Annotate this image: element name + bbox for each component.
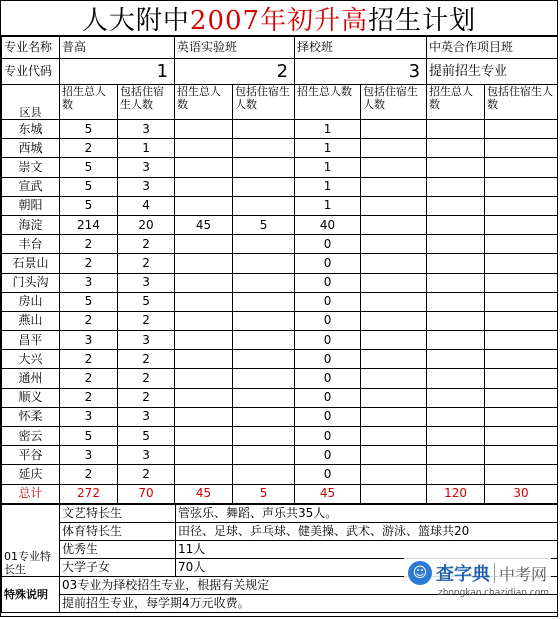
district-name: 东城 <box>2 120 60 139</box>
cell-value <box>485 177 558 196</box>
total-value: 120 <box>427 484 485 503</box>
cell-value: 1 <box>295 120 361 139</box>
table-row <box>2 311 558 330</box>
col-total-2: 招生总人数 <box>175 85 233 120</box>
total-value: 5 <box>233 484 295 503</box>
table-row <box>2 331 558 350</box>
cell-value <box>361 292 427 311</box>
cell-value <box>233 196 295 215</box>
cell-value <box>427 292 485 311</box>
cell-value <box>485 120 558 139</box>
watermark-site: 中考网 <box>498 564 547 584</box>
district-name: 门头沟 <box>2 273 60 292</box>
cell-value <box>485 215 558 234</box>
cell-value <box>485 235 558 254</box>
total-row <box>2 484 558 503</box>
major-name-label: 专业名称 <box>2 37 60 59</box>
cell-value <box>427 235 485 254</box>
table-row <box>2 407 558 426</box>
cell-value <box>175 254 233 273</box>
cell-value: 0 <box>295 465 361 484</box>
cell-value <box>427 407 485 426</box>
cell-value <box>361 388 427 407</box>
cell-value <box>427 215 485 234</box>
district-name: 宣武 <box>2 177 60 196</box>
cell-value <box>361 446 427 465</box>
cell-value <box>175 331 233 350</box>
cell-value <box>233 139 295 158</box>
mascot-icon: ☺ <box>408 561 432 585</box>
table-row <box>2 215 558 234</box>
cell-value <box>361 158 427 177</box>
cell-value: 4 <box>118 196 175 215</box>
cell-value: 5 <box>60 177 118 196</box>
cell-value: 1 <box>295 158 361 177</box>
col-boarding-1: 包括住宿生人数 <box>118 85 175 120</box>
district-name: 燕山 <box>2 311 60 330</box>
cell-value <box>233 292 295 311</box>
cell-value: 2 <box>118 350 175 369</box>
cell-value <box>427 177 485 196</box>
cell-value <box>175 446 233 465</box>
major-code-4: 提前招生专业 <box>427 59 558 85</box>
cell-value <box>361 311 427 330</box>
cell-value <box>233 388 295 407</box>
cell-value <box>175 177 233 196</box>
cell-value: 2 <box>60 465 118 484</box>
cell-value <box>175 427 233 446</box>
cell-value <box>485 350 558 369</box>
cell-value: 0 <box>295 427 361 446</box>
cell-value: 5 <box>233 215 295 234</box>
cell-value <box>361 254 427 273</box>
cell-value: 3 <box>118 158 175 177</box>
cell-value: 0 <box>295 350 361 369</box>
cell-value <box>427 273 485 292</box>
watermark <box>404 558 551 598</box>
total-label: 总计 <box>2 484 60 503</box>
cell-value <box>233 427 295 446</box>
district-name: 丰台 <box>2 235 60 254</box>
table-row <box>2 292 558 311</box>
note-value: 田径、足球、乒乓球、健美操、武术、游泳、篮球共20 <box>176 522 558 540</box>
table-row <box>2 273 558 292</box>
cell-value <box>175 311 233 330</box>
cell-value: 2 <box>118 388 175 407</box>
cell-value: 3 <box>118 446 175 465</box>
cell-value <box>427 350 485 369</box>
cell-value: 2 <box>60 254 118 273</box>
cell-value <box>485 465 558 484</box>
cell-value <box>485 196 558 215</box>
cell-value: 0 <box>295 273 361 292</box>
cell-value <box>175 273 233 292</box>
cell-value <box>427 369 485 388</box>
cell-value <box>233 446 295 465</box>
cell-value <box>427 388 485 407</box>
district-name: 房山 <box>2 292 60 311</box>
district-rows <box>2 120 558 485</box>
total-value: 272 <box>60 484 118 503</box>
cell-value <box>361 369 427 388</box>
cell-value <box>427 158 485 177</box>
cell-value <box>427 311 485 330</box>
cell-value <box>485 311 558 330</box>
cell-value <box>175 465 233 484</box>
major-code-label: 专业代码 <box>2 59 60 85</box>
cell-value <box>175 407 233 426</box>
table-row <box>2 427 558 446</box>
cell-value <box>485 331 558 350</box>
cell-value <box>485 158 558 177</box>
major-name-2: 英语实验班 <box>175 37 295 59</box>
cell-value: 0 <box>295 254 361 273</box>
cell-value: 0 <box>295 388 361 407</box>
note-key: 文艺特长生 <box>60 504 176 522</box>
cell-value <box>427 196 485 215</box>
col-total-1: 招生总人数 <box>60 85 118 120</box>
note-line-2: 提前招生专业，每学期4万元收费。 <box>60 594 558 612</box>
enrollment-table <box>1 36 558 504</box>
cell-value <box>175 388 233 407</box>
cell-value: 2 <box>118 235 175 254</box>
cell-value: 3 <box>118 273 175 292</box>
watermark-divider <box>494 563 495 583</box>
cell-value: 20 <box>118 215 175 234</box>
major-code-1: 1 <box>60 59 175 85</box>
cell-value <box>485 427 558 446</box>
cell-value <box>361 350 427 369</box>
cell-value <box>485 292 558 311</box>
cell-value <box>427 331 485 350</box>
cell-value: 3 <box>60 407 118 426</box>
major-name-row <box>2 37 558 59</box>
cell-value <box>175 292 233 311</box>
cell-value <box>233 465 295 484</box>
note-value: 70人 <box>176 558 558 576</box>
cell-value: 3 <box>118 177 175 196</box>
district-name: 石景山 <box>2 254 60 273</box>
cell-value: 40 <box>295 215 361 234</box>
cell-value: 2 <box>118 465 175 484</box>
district-name: 延庆 <box>2 465 60 484</box>
cell-value: 1 <box>295 177 361 196</box>
cell-value: 5 <box>60 196 118 215</box>
cell-value: 0 <box>295 407 361 426</box>
cell-value <box>485 446 558 465</box>
major-name-4: 中英合作项目班 <box>427 37 558 59</box>
cell-value <box>233 350 295 369</box>
table-row <box>2 235 558 254</box>
cell-value <box>427 427 485 446</box>
col-boarding-2: 包括住宿生人数 <box>233 85 295 120</box>
district-name: 崇文 <box>2 158 60 177</box>
cell-value: 2 <box>60 350 118 369</box>
cell-value <box>361 465 427 484</box>
cell-value: 0 <box>295 292 361 311</box>
cell-value <box>361 407 427 426</box>
col-boarding-4: 包括住宿生人数 <box>485 85 558 120</box>
cell-value <box>427 120 485 139</box>
cell-value <box>427 254 485 273</box>
cell-value: 2 <box>60 235 118 254</box>
major-code-row <box>2 59 558 85</box>
cell-value <box>175 158 233 177</box>
cell-value <box>233 331 295 350</box>
note-key: 优秀生 <box>60 540 176 558</box>
note-key: 体育特长生 <box>60 522 176 540</box>
cell-value <box>233 158 295 177</box>
district-name: 顺义 <box>2 388 60 407</box>
cell-value: 5 <box>60 120 118 139</box>
cell-value: 5 <box>118 292 175 311</box>
table-row <box>2 465 558 484</box>
cell-value: 2 <box>60 369 118 388</box>
major-code-3: 3 <box>295 59 427 85</box>
cell-value <box>427 139 485 158</box>
cell-value: 0 <box>295 331 361 350</box>
cell-value <box>485 388 558 407</box>
cell-value <box>233 311 295 330</box>
cell-value: 5 <box>60 292 118 311</box>
cell-value <box>427 446 485 465</box>
cell-value <box>233 407 295 426</box>
cell-value <box>485 139 558 158</box>
cell-value <box>233 254 295 273</box>
cell-value: 5 <box>60 427 118 446</box>
table-row <box>2 369 558 388</box>
cell-value <box>361 427 427 446</box>
table-row <box>2 254 558 273</box>
cell-value <box>361 139 427 158</box>
col-total-3: 招生总人数 <box>295 85 361 120</box>
cell-value: 3 <box>60 446 118 465</box>
cell-value: 5 <box>60 158 118 177</box>
cell-value <box>233 369 295 388</box>
col-total-4: 招生总人数 <box>427 85 485 120</box>
cell-value <box>485 254 558 273</box>
cell-value <box>485 273 558 292</box>
cell-value: 3 <box>60 273 118 292</box>
cell-value <box>361 331 427 350</box>
cell-value <box>361 215 427 234</box>
col-district: 区县 <box>2 85 60 120</box>
table-row <box>2 139 558 158</box>
cell-value <box>175 235 233 254</box>
table-row <box>2 196 558 215</box>
cell-value <box>175 369 233 388</box>
note-key: 大学子女 <box>60 558 176 576</box>
cell-value: 2 <box>118 254 175 273</box>
table-row <box>2 350 558 369</box>
cell-value <box>175 196 233 215</box>
cell-value: 3 <box>60 331 118 350</box>
note-line-1: 03专业为择校招生专业，根据有关规定 <box>60 576 558 594</box>
total-value: 45 <box>295 484 361 503</box>
watermark-url: zhongkao.chazidian.com <box>437 588 550 598</box>
district-name: 西城 <box>2 139 60 158</box>
district-name: 昌平 <box>2 331 60 350</box>
table-row <box>2 158 558 177</box>
cell-value <box>175 139 233 158</box>
table-row <box>2 177 558 196</box>
table-row <box>2 446 558 465</box>
cell-value: 2 <box>60 311 118 330</box>
cell-value: 2 <box>60 139 118 158</box>
cell-value: 5 <box>118 427 175 446</box>
cell-value: 1 <box>295 196 361 215</box>
cell-value: 2 <box>118 369 175 388</box>
major-name-1: 普高 <box>60 37 175 59</box>
cell-value: 0 <box>295 311 361 330</box>
column-header-row <box>2 85 558 120</box>
cell-value: 0 <box>295 369 361 388</box>
cell-value <box>233 120 295 139</box>
watermark-name: 查字典 <box>435 564 490 585</box>
cell-value: 1 <box>295 139 361 158</box>
major-code-2: 2 <box>175 59 295 85</box>
cell-value: 2 <box>60 388 118 407</box>
cell-value: 0 <box>295 446 361 465</box>
district-name: 通州 <box>2 369 60 388</box>
cell-value <box>175 120 233 139</box>
note-value: 11人 <box>176 540 558 558</box>
note-value: 管弦乐、舞蹈、声乐共35人。 <box>176 504 558 522</box>
cell-value: 3 <box>118 120 175 139</box>
cell-value <box>233 177 295 196</box>
special-01-label: 01专业特长生 <box>2 504 60 576</box>
total-value <box>361 484 427 503</box>
cell-value: 2 <box>118 311 175 330</box>
total-value: 30 <box>485 484 558 503</box>
cell-value <box>233 273 295 292</box>
cell-value <box>233 235 295 254</box>
cell-value <box>485 407 558 426</box>
special-note-label: 特殊说明 <box>2 576 60 612</box>
district-name: 大兴 <box>2 350 60 369</box>
district-name: 怀柔 <box>2 407 60 426</box>
total-value: 45 <box>175 484 233 503</box>
cell-value <box>427 465 485 484</box>
district-name: 密云 <box>2 427 60 446</box>
cell-value: 45 <box>175 215 233 234</box>
cell-value: 3 <box>118 407 175 426</box>
table-row <box>2 120 558 139</box>
cell-value <box>361 177 427 196</box>
cell-value <box>485 369 558 388</box>
page-title: 人大附中 2007年初升高 招生计划 <box>1 1 557 36</box>
table-row <box>2 388 558 407</box>
district-name: 海淀 <box>2 215 60 234</box>
major-name-3: 择校班 <box>295 37 427 59</box>
cell-value <box>175 350 233 369</box>
cell-value <box>361 235 427 254</box>
district-name: 朝阳 <box>2 196 60 215</box>
cell-value <box>361 273 427 292</box>
cell-value: 1 <box>118 139 175 158</box>
cell-value: 0 <box>295 235 361 254</box>
district-name: 平谷 <box>2 446 60 465</box>
col-boarding-3: 包括住宿生人数 <box>361 85 427 120</box>
cell-value: 214 <box>60 215 118 234</box>
total-value: 70 <box>118 484 175 503</box>
cell-value <box>361 120 427 139</box>
cell-value: 3 <box>118 331 175 350</box>
cell-value <box>361 196 427 215</box>
